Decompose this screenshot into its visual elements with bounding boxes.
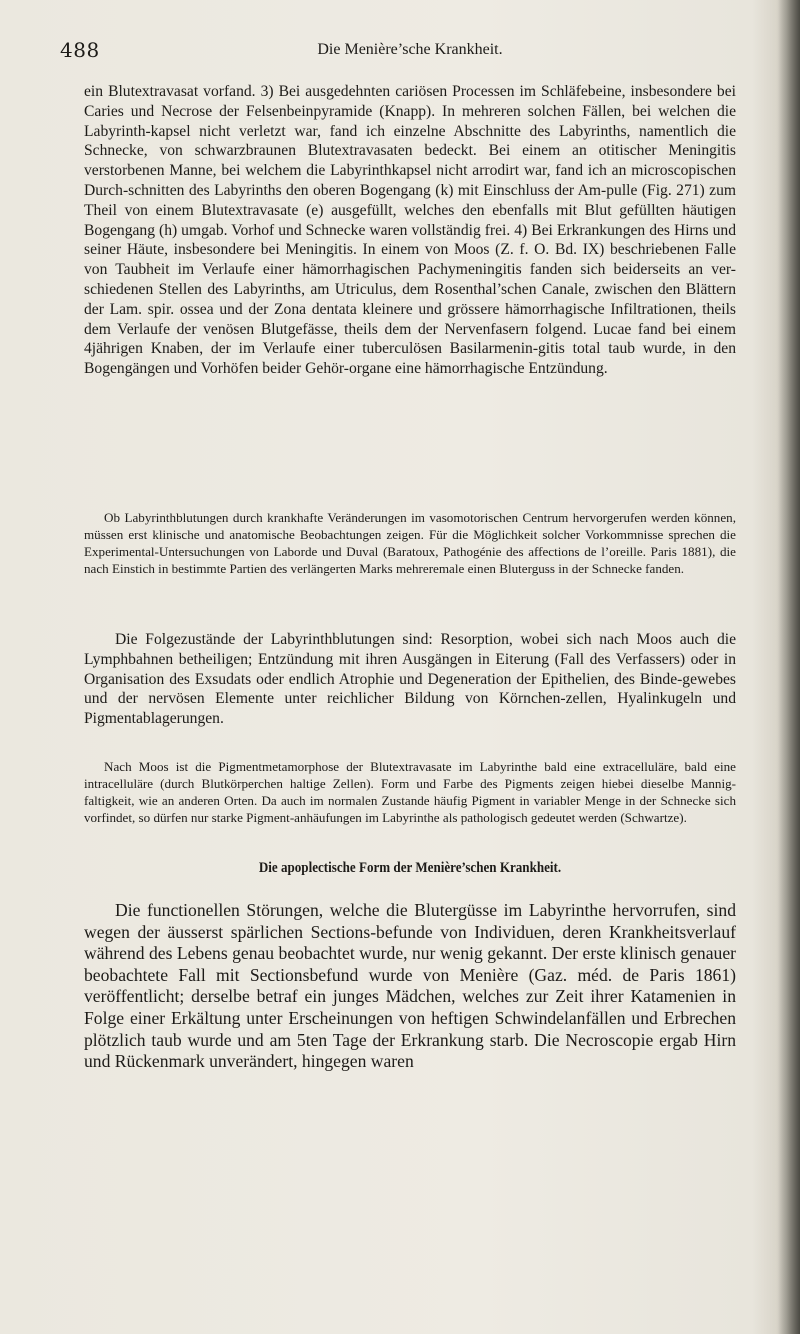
paragraph-vasomotor-note: Ob Labyrinthblutungen durch krankhafte Veränderungen im vasomotorischen Centrum hervorgerufen werden können, müssen erst klinische und anatomische Beobachtungen zeigen. Für die Möglichkeit solcher Vorkommnisse sprechen die Experimental-Untersuchungen von Laborde und Duval (Baratoux, Pathogénie des affections de l’oreille. Paris 1881), die nach Einstich in bestimmte Partien des verlängerten Marks mehreremale einen Bluterguss in der Schnecke fanden. xyxy=(84,510,736,576)
section-heading: Die apoplectische Form der Menière’schen Krankheit. xyxy=(258,859,562,876)
page-header xyxy=(60,38,760,64)
paragraph-blood-extravasation-causes: ein Blutextravasat vorfand. 3) Bei ausgedehnten cariösen Processen im Schläfebeine, insbesondere bei Caries und Necrose der Felsenbeinpyramide (Knapp). In mehreren solchen Fällen, bei welchen die Labyrinth-kapsel nicht verletzt war, fand ich einzelne Abschnitte des Labyrinths, namentlich die Schnecke, von schwarzbraunen Blutextravasaten bedeckt. Bei einem an otitischer Meningitis verstorbenen Manne, bei welchem die Labyrinthkapsel nicht arrodirt war, fand ich an microscopischen Durch-schnitten des Labyrinths den oberen Bogengang (k) mit Einschluss der Am-pulle (Fig. 271) zum Theil von einem Blutextravasate (e) ausgefüllt, welches den ebenfalls mit Blut gefüllten häutigen Bogengang (h) umgab. Vorhof und Schnecke waren vollständig frei. 4) Bei Erkrankungen des Hirns und seiner Häute, insbesondere bei Meningitis. In einem von Moos (Z. f. O. Bd. IX) beschriebenen Falle von Taubheit im Verlaufe einer hämorrhagischen Pachymeningitis fanden sich beiderseits an ver-schiedenen Stellen des Labyrinths, am Utriculus, dem Rosenthal’schen Canale, zwischen den Blättern der Lam. spir. ossea und der Zona dentata kleinere und grössere hämorrhagische Infiltrationen, theils dem Verlaufe der venösen Blutgefässe, theils dem der Nervenfasern folgend. Lucae fand bei einem 4jährigen Knaben, der im Verlaufe einer tuberculösen Basilarmenin-gitis total taub wurde, in den Bogengängen und Vorhöfen beider Gehör-organe eine hämorrhagische Entzündung. xyxy=(84,83,736,378)
page-binding-shadow xyxy=(778,0,800,1334)
paragraph-pigment-metamorphosis: Nach Moos ist die Pigmentmetamorphose der Blutextravasate im Labyrinthe bald eine extracelluläre, bald eine intracelluläre (durch Blutkörperchen haltige Zellen). Form und Farbe des Pigments zeigen hiebei dieselbe Mannig-faltigkeit, wie an anderen Orten. Da auch im normalen Zustande häufig Pigment in variabler Menge in der Schnecke sich vorfindet, so dürfen nur starke Pigment-anhäufungen im Labyrinthe als pathologisch gedeutet werden (Schwartze). xyxy=(84,759,736,825)
paragraph-functional-disturbances: Die functionellen Störungen, welche die Blutergüsse im Labyrinthe hervorrufen, sind wegen der äusserst spärlichen Sections-befunde von Individuen, deren Krankheitsverlauf während des Lebens genau beobachtet wurde, nur wenig gekannt. Der erste klinisch genauer beobachtete Fall mit Sectionsbefund wurde von Menière (Gaz. méd. de Paris 1861) veröffentlicht; derselbe betraf ein junges Mädchen, welches zur Zeit ihrer Katamenien in Folge einer Erkältung unter Erscheinungen von heftigen Schwindelanfällen und Erbrechen plötzlich taub wurde und am 5ten Tage der Erkrankung starb. Die Necroscopie ergab Hirn und Rückenmark unverändert, hingegen waren xyxy=(84,900,736,1072)
page-number: 488 xyxy=(60,38,100,62)
running-title: Die Menière’sche Krankheit. xyxy=(317,41,503,58)
paragraph-consequences: Die Folgezustände der Labyrinthblutungen sind: Resorption, wobei sich nach Moos auch die Lymphbahnen betheiligen; Entzündung mit ihren Ausgängen in Eiterung (Fall des Verfassers) oder in Organisation des Exsudats oder endlich Atrophie und Degeneration der Epithelien, des Binde-gewebes und der nervösen Elemente unter reichlicher Bildung von Körnchen-zellen, Hyalinkugeln und Pigmentablagerungen. xyxy=(84,631,736,728)
